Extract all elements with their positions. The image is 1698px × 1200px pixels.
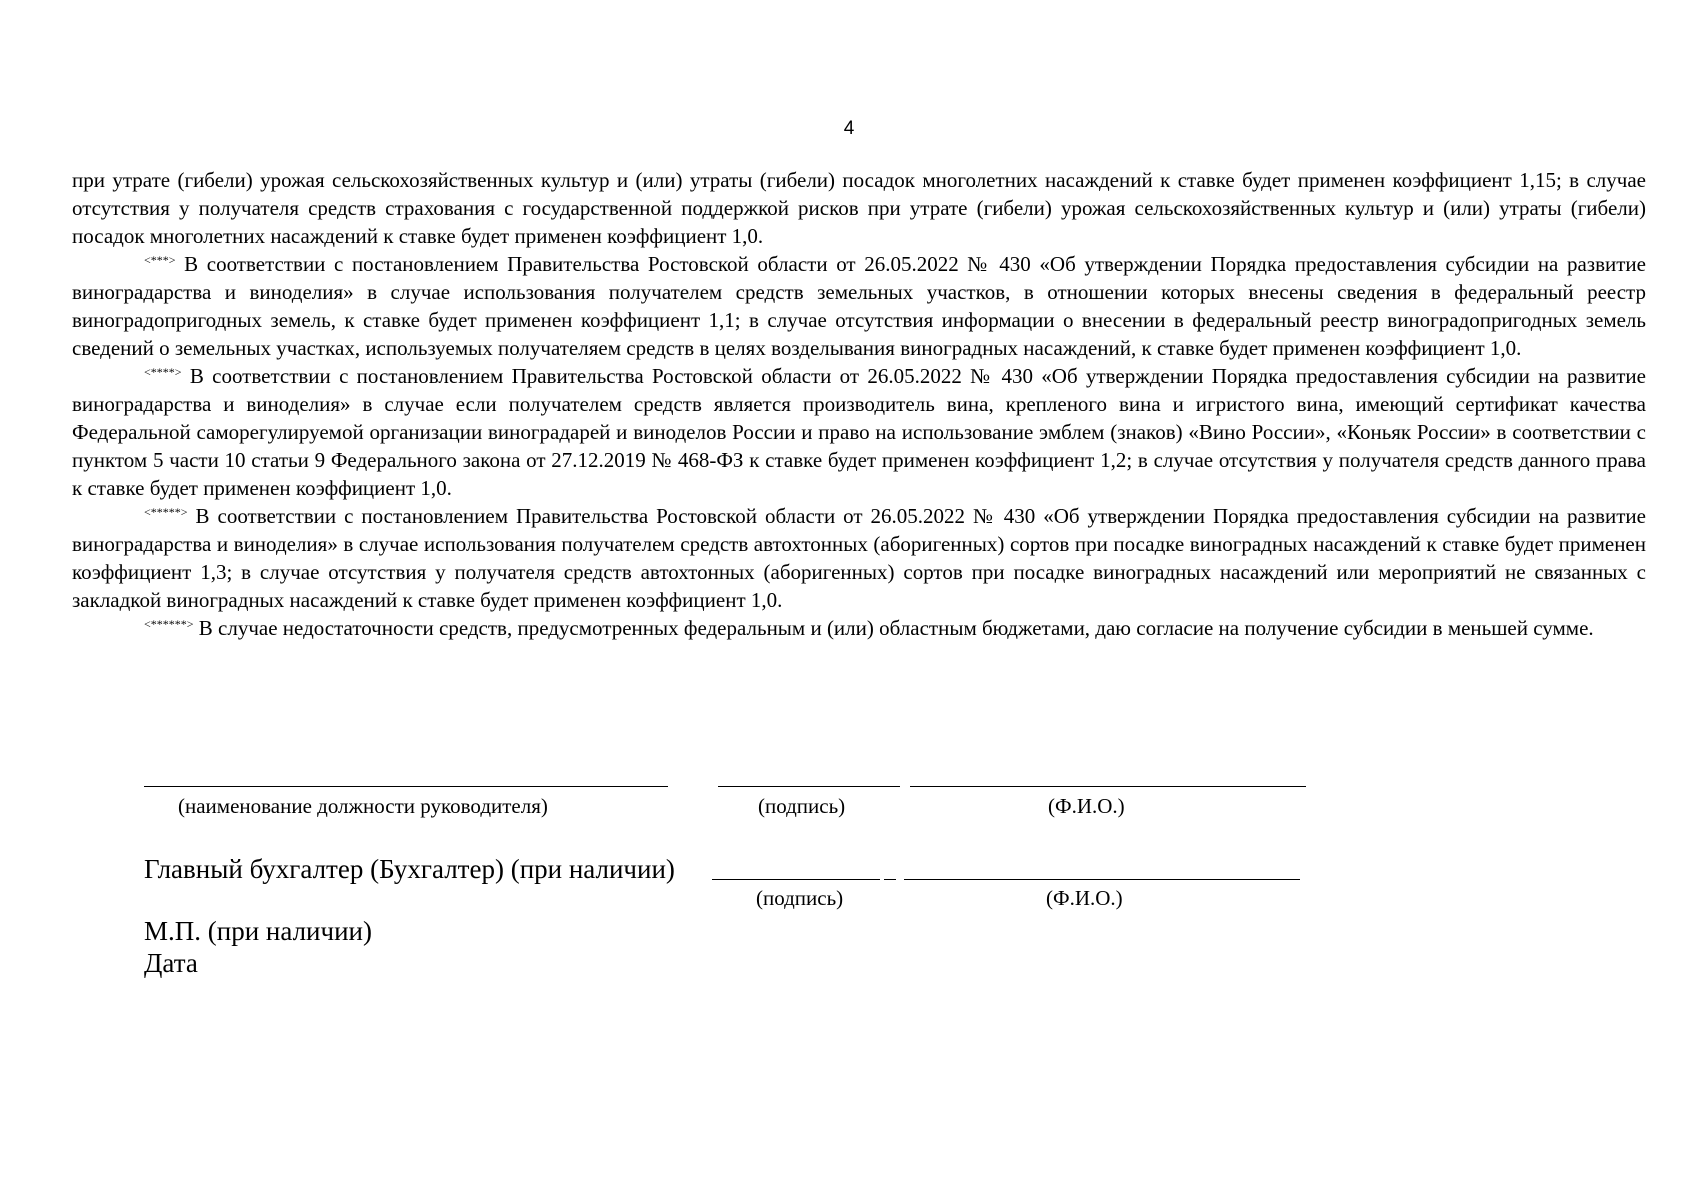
- position-caption: (наименование должности руководителя): [178, 794, 548, 818]
- signature-line: [718, 786, 900, 787]
- signature-caption: (подпись): [758, 794, 846, 818]
- accountant-signature-line-tail: [884, 879, 896, 880]
- paragraph-text: В соответствии с постановлением Правительства Ростовской области от 26.05.2022 № 430 «Об утверждении Порядка предоставления субсидии на развитие виноградарства и виноделия» в случае использования получателем средств земельных участков, в отношении которых внесены сведения в федеральный реестр виноградопригодных земель, к ставке будет применен коэффициент 1,1; в случае отсутствия информации о внесении в федеральный реестр виноградопригодных земель сведений о земельных участках, используемых получателяем средств в целях возделывания виноградных насаждений, к ставке будет применен коэффициент 1,0.: [72, 252, 1646, 360]
- footnote-4-stars: [72, 362, 1646, 502]
- accountant-label: Главный бухгалтер (Бухгалтер) (при наличии): [144, 854, 675, 884]
- footnote-mark: <***>: [144, 253, 176, 267]
- paragraph-text: В случае недостаточности средств, предусмотренных федеральным и (или) областным бюджетами, даю согласие на получение субсидии в меньшей сумме.: [193, 616, 1594, 640]
- paragraph-text: В соответствии с постановлением Правительства Ростовской области от 26.05.2022 № 430 «Об утверждении Порядка предоставления субсидии на развитие виноградарства и виноделия» в случае использования получателем средств автохтонных (аборигенных) сортов при посадке виноградных насаждений к ставке будет применен коэффициент 1,3; в случае отсутствия у получателя средств автохтонных (аборигенных) сортов при посадке виноградных насаждений или мероприятий не связанных с закладкой виноградных насаждений к ставке будет применен коэффициент 1,0.: [72, 504, 1646, 612]
- page-number: 4: [843, 118, 855, 139]
- stamp-label: М.П. (при наличии): [144, 916, 372, 946]
- name-caption: (Ф.И.О.): [1048, 794, 1125, 818]
- footnote-5-stars: [72, 502, 1646, 614]
- accountant-signature-line: [712, 879, 880, 880]
- document-body: [72, 166, 1646, 642]
- footnote-mark: <******>: [144, 617, 194, 631]
- paragraph-text: при утрате (гибели) урожая сельскохозяйственных культур и (или) утраты (гибели) посадок многолетних насаждений к ставке будет применен коэффициент 1,15; в случае отсутствия у получателя средств страхования с государственной поддержкой рисков при утрате (гибели) урожая сельскохозяйственных культур и (или) утраты (гибели) посадок многолетних насаждений к ставке будет применен коэффициент 1,0.: [72, 168, 1646, 248]
- accountant-name-caption: (Ф.И.О.): [1046, 886, 1123, 910]
- date-label: Дата: [144, 948, 198, 978]
- footnote-6-stars: [72, 614, 1646, 642]
- name-line: [910, 786, 1306, 787]
- footnote-mark: <****>: [144, 365, 182, 379]
- paragraph-continuation: [72, 166, 1646, 250]
- accountant-signature-caption: (подпись): [756, 886, 844, 910]
- footnote-mark: <*****>: [144, 505, 188, 519]
- accountant-name-line: [904, 879, 1300, 880]
- position-line: [144, 786, 668, 787]
- paragraph-text: В соответствии с постановлением Правительства Ростовской области от 26.05.2022 № 430 «Об утверждении Порядка предоставления субсидии на развитие виноградарства и виноделия» в случае если получателем средств является производитель вина, крепленого вина и игристого вина, имеющий сертификат качества Федеральной саморегулируемой организации виноградарей и виноделов России и право на использование эмблем (знаков) «Вино России», «Коньяк России» в соответствии с пунктом 5 части 10 статьи 9 Федерального закона от 27.12.2019 № 468-ФЗ к ставке будет применен коэффициент 1,2; в случае отсутствия у получателя средств данного права к ставке будет применен коэффициент 1,0.: [72, 364, 1646, 500]
- footnote-3-stars: [72, 250, 1646, 362]
